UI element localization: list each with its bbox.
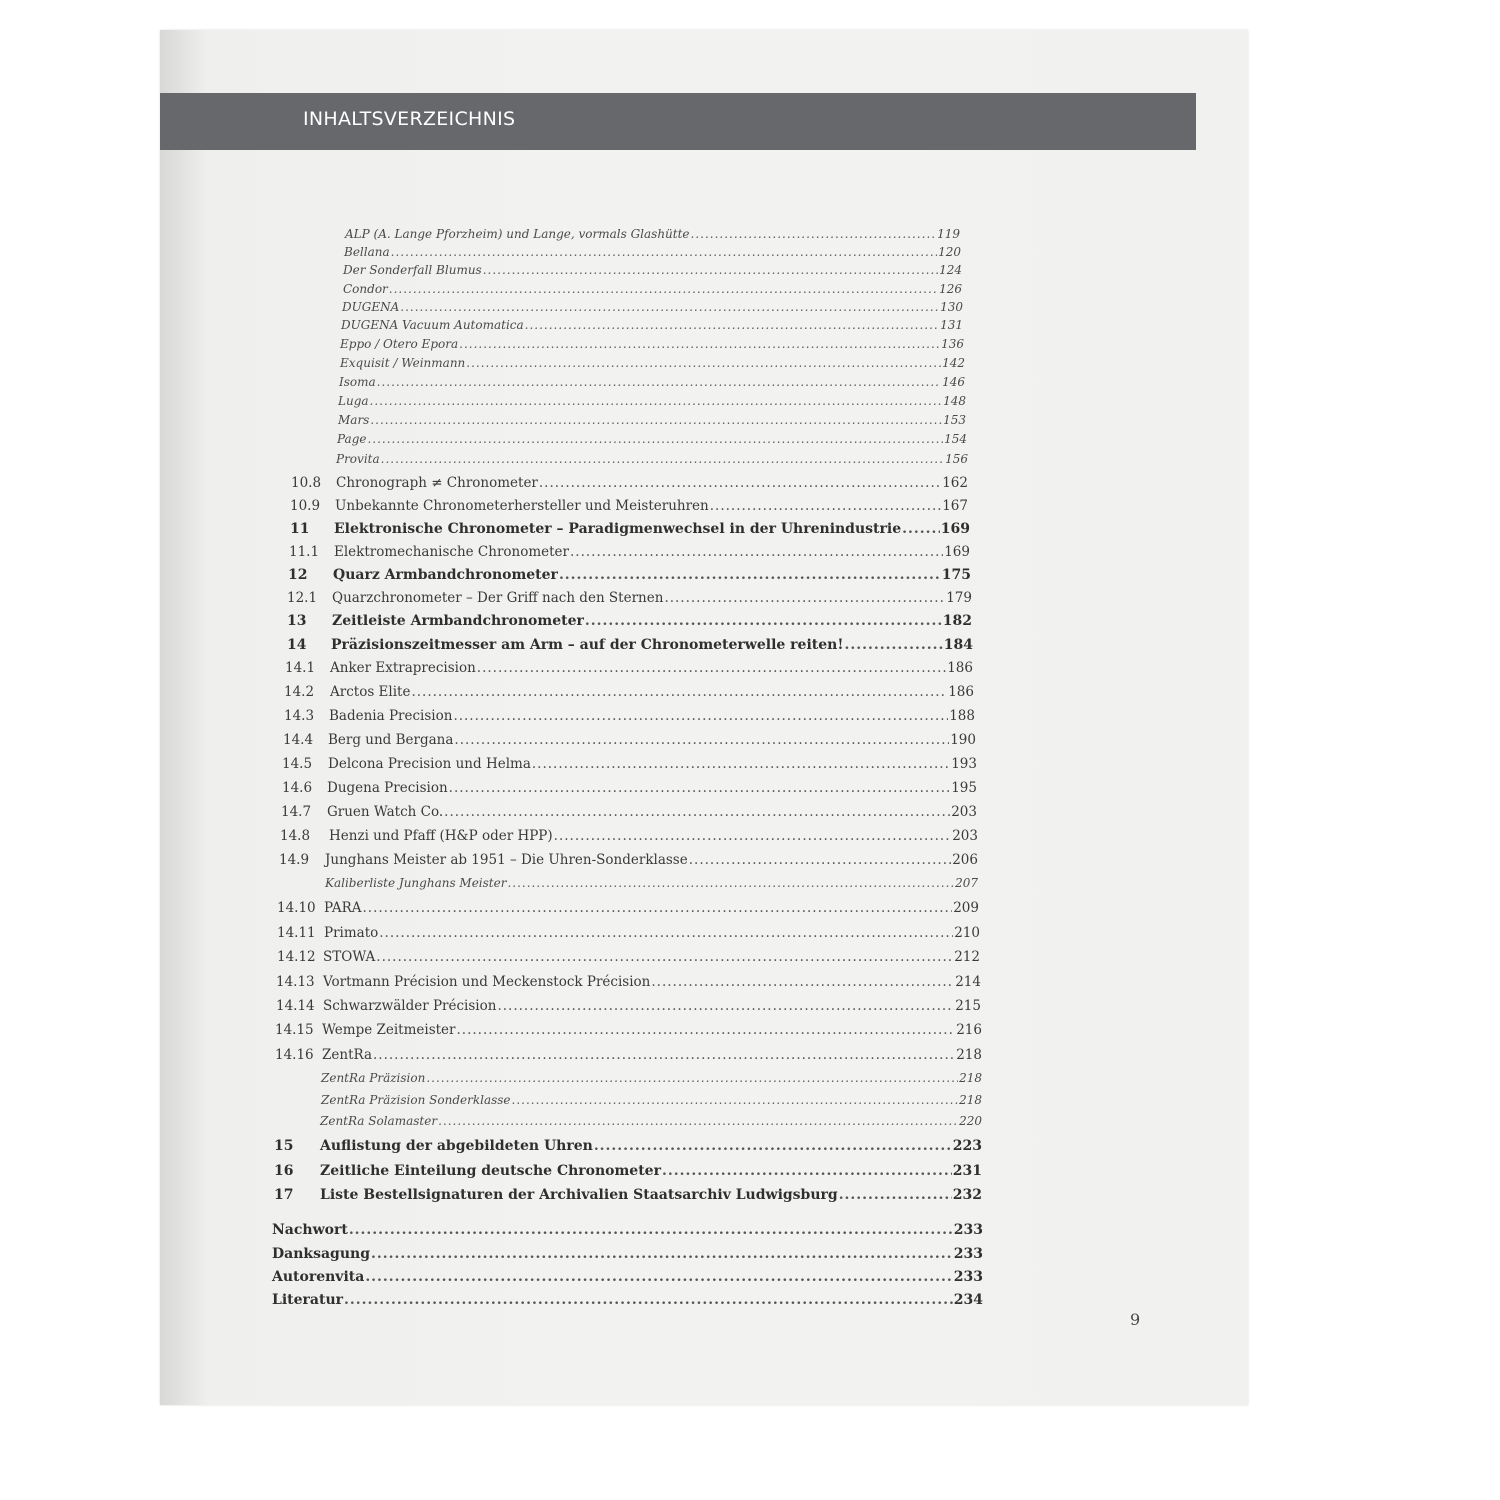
toc-entry-number: 14.11: [277, 925, 316, 941]
page-title: INHALTSVERZEICHNIS: [303, 108, 516, 130]
toc-entry-title: Gruen Watch Co.: [327, 804, 444, 820]
toc-leader-dots: [454, 732, 949, 748]
toc-subentry: [337, 432, 967, 446]
toc-entry-number: 17: [274, 1187, 294, 1203]
toc-entry-number: 14.13: [276, 974, 315, 990]
toc-leader-dots: [370, 413, 942, 427]
toc-entry-page: 223: [952, 1138, 982, 1154]
toc-entry-14: [287, 637, 973, 653]
toc-entry-page: 215: [955, 998, 981, 1014]
toc-entry-title: Delcona Precision und Helma: [328, 756, 531, 772]
toc-entry-page: 210: [954, 925, 980, 941]
toc-leader-dots: [459, 337, 940, 351]
toc-entry-number: 13: [287, 613, 307, 629]
toc-leader-dots: [594, 1138, 952, 1154]
toc-entry-number: 14.6: [282, 780, 313, 796]
toc-entry-14-4: [283, 732, 976, 748]
toc-entry-page: 212: [954, 949, 980, 965]
toc-entry-page: 203: [951, 804, 977, 820]
toc-entry-14-12: [277, 949, 980, 965]
toc-leader-dots: [438, 1114, 958, 1128]
toc-entry-title: ZentRa: [322, 1047, 373, 1063]
toc-leader-dots: [662, 1163, 952, 1179]
toc-entry-title: Präzisionszeitmesser am Arm – auf der Chronometerwelle reiten!: [331, 637, 844, 653]
toc-entry-title: Eppo / Otero Epora: [340, 337, 459, 351]
toc-entry-number: 11: [290, 521, 310, 537]
toc-leader-dots: [689, 852, 951, 868]
toc-entry-title: ZentRa Präzision Sonderklasse: [321, 1093, 511, 1107]
toc-entry-page: 182: [942, 613, 972, 629]
toc-entry-title: Arctos Elite: [330, 684, 411, 700]
toc-subentry: [272, 1246, 983, 1262]
toc-entry-title: STOWA: [323, 949, 376, 965]
toc-entry-page: 179: [946, 590, 972, 606]
toc-entry-title: DUGENA: [342, 300, 400, 314]
toc-entry-number: 14.3: [284, 708, 315, 724]
toc-entry-title: Anker Extraprecision: [330, 660, 476, 676]
toc-entry-page: 184: [943, 637, 973, 653]
toc-entry-page: 186: [948, 684, 974, 700]
toc-leader-dots: [377, 375, 941, 389]
toc-entry-title: Luga: [338, 394, 369, 408]
toc-entry-13: [287, 613, 972, 629]
toc-subentry: [345, 227, 960, 241]
toc-entry-title: Liste Bestellsignaturen der Archivalien Staatsarchiv Ludwigsburg: [320, 1187, 838, 1203]
toc-entry-page: 206: [952, 852, 978, 868]
toc-subentry: [325, 876, 978, 890]
toc-entry-page: 231: [952, 1163, 982, 1179]
toc-entry-number: 16: [274, 1163, 294, 1179]
toc-entry-number: 10.8: [291, 475, 322, 491]
toc-entry-page: 193: [951, 756, 977, 772]
toc-entry-number: 14.14: [276, 998, 315, 1014]
toc-entry-page: 175: [941, 567, 971, 583]
toc-entry-page: 233: [953, 1269, 983, 1285]
toc-entry-title: Unbekannte Chronometerhersteller und Meisteruhren: [335, 498, 709, 514]
toc-leader-dots: [411, 684, 947, 700]
toc-entry-12: [288, 567, 971, 583]
toc-entry-page: 124: [939, 263, 962, 277]
toc-leader-dots: [363, 900, 953, 916]
toc-entry-11: [290, 521, 970, 537]
toc-entry-number: 14.12: [277, 949, 316, 965]
toc-leader-dots: [365, 1269, 952, 1285]
toc-entry-title: Badenia Precision: [329, 708, 453, 724]
toc-entry-title: Henzi und Pfaff (H&P oder HPP): [329, 828, 553, 844]
toc-subentry: [320, 1114, 982, 1128]
toc-subentry: [341, 318, 963, 332]
toc-entry-10-8: [291, 475, 968, 491]
toc-leader-dots: [449, 780, 951, 796]
toc-leader-dots: [585, 613, 942, 629]
toc-leader-dots: [532, 756, 950, 772]
toc-entry-page: 156: [945, 452, 968, 466]
toc-entry-14-2: [284, 684, 974, 700]
toc-entry-number: 11.1: [289, 544, 320, 560]
toc-leader-dots: [391, 245, 937, 259]
toc-entry-number: 14.9: [279, 852, 310, 868]
toc-entry-14-9: [279, 852, 978, 868]
toc-entry-number: 14.16: [275, 1047, 314, 1063]
toc-entry-number: 12.1: [287, 590, 318, 606]
toc-subentry: [343, 282, 962, 296]
toc-entry-title: Elektronische Chronometer – Paradigmenwechsel in der Uhrenindustrie: [334, 521, 902, 537]
toc-entry-title: Schwarzwälder Précision: [323, 998, 497, 1014]
toc-leader-dots: [497, 998, 954, 1014]
page-gutter-shadow: [160, 30, 208, 1405]
toc-entry-page: 142: [942, 356, 965, 370]
toc-leader-dots: [507, 876, 954, 890]
toc-leader-dots: [691, 227, 937, 241]
toc-entry-14-16: [275, 1047, 982, 1063]
toc-entry-page: 218: [959, 1071, 982, 1085]
toc-entry-page: 218: [956, 1047, 982, 1063]
toc-leader-dots: [570, 544, 943, 560]
toc-entry-page: 169: [944, 544, 970, 560]
toc-entry-14-10: [277, 900, 979, 916]
toc-entry-page: 214: [955, 974, 981, 990]
toc-entry-title: Wempe Zeitmeister: [322, 1022, 456, 1038]
toc-leader-dots: [554, 828, 952, 844]
toc-entry-title: Kaliberliste Junghans Meister: [325, 876, 507, 890]
toc-entry-page: 207: [955, 876, 978, 890]
toc-leader-dots: [839, 1187, 952, 1203]
toc-subentry: [338, 413, 966, 427]
toc-entry-page: 130: [940, 300, 963, 314]
toc-leader-dots: [477, 660, 946, 676]
toc-subentry: [344, 245, 961, 259]
toc-entry-title: Nachwort: [272, 1222, 348, 1238]
toc-entry-15: [274, 1138, 982, 1154]
toc-entry-title: Junghans Meister ab 1951 – Die Uhren-Sonderklasse: [325, 852, 688, 868]
toc-entry-title: ZentRa Präzision: [321, 1071, 426, 1085]
toc-entry-page: 131: [940, 318, 963, 332]
toc-entry-page: 188: [949, 708, 975, 724]
toc-entry-title: Der Sonderfall Blumus: [343, 263, 482, 277]
toc-leader-dots: [651, 974, 954, 990]
toc-entry-title: ZentRa Solamaster: [320, 1114, 438, 1128]
toc-entry-page: 232: [952, 1187, 982, 1203]
toc-entry-title: Page: [337, 432, 367, 446]
toc-leader-dots: [466, 356, 941, 370]
toc-entry-14-5: [282, 756, 977, 772]
toc-leader-dots: [426, 1071, 958, 1085]
toc-entry-number: 14.1: [285, 660, 316, 676]
toc-entry-title: Quarzchronometer – Der Griff nach den Sternen: [332, 590, 664, 606]
toc-entry-page: 154: [944, 432, 967, 446]
toc-entry-page: 195: [951, 780, 977, 796]
toc-leader-dots: [400, 300, 939, 314]
toc-subentry: [339, 375, 965, 389]
toc-entry-14-14: [276, 998, 981, 1014]
toc-entry-title: Danksagung: [272, 1246, 370, 1262]
toc-entry-title: Literatur: [272, 1292, 344, 1308]
toc-leader-dots: [457, 1022, 956, 1038]
toc-entry-number: 14.10: [277, 900, 316, 916]
toc-entry-title: Exquisit / Weinmann: [340, 356, 466, 370]
toc-entry-title: Isoma: [339, 375, 376, 389]
toc-entry-14-1: [285, 660, 973, 676]
toc-entry-number: 14.2: [284, 684, 315, 700]
toc-entry-page: 148: [943, 394, 966, 408]
toc-entry-14-13: [276, 974, 981, 990]
toc-entry-number: 14: [287, 637, 307, 653]
toc-subentry: [342, 300, 963, 314]
toc-entry-14-7: [281, 804, 977, 820]
toc-entry-number: 12: [288, 567, 308, 583]
toc-leader-dots: [453, 708, 948, 724]
toc-leader-dots: [371, 1246, 953, 1262]
toc-entry-16: [274, 1163, 982, 1179]
toc-entry-page: 169: [940, 521, 970, 537]
toc-leader-dots: [483, 263, 938, 277]
toc-entry-number: 14.8: [280, 828, 311, 844]
toc-entry-title: Quarz Armbandchronometer: [333, 567, 558, 583]
page-number: 9: [1130, 1310, 1141, 1329]
toc-entry-title: PARA: [324, 900, 362, 916]
toc-entry-title: Auflistung der abgebildeten Uhren: [320, 1138, 593, 1154]
toc-subentry: [272, 1269, 983, 1285]
toc-subentry: [338, 394, 966, 408]
toc-entry-page: 146: [942, 375, 965, 389]
toc-entry-title: Zeitliche Einteilung deutsche Chronometer: [320, 1163, 661, 1179]
toc-entry-14-11: [277, 925, 980, 941]
toc-entry-title: Berg und Bergana: [328, 732, 454, 748]
toc-entry-page: 190: [950, 732, 976, 748]
toc-entry-page: 162: [942, 475, 968, 491]
toc-entry-title: Condor: [343, 282, 388, 296]
toc-leader-dots: [559, 567, 941, 583]
toc-entry-title: Mars: [338, 413, 370, 427]
toc-entry-title: Elektromechanische Chronometer: [334, 544, 570, 560]
toc-entry-14-6: [282, 780, 977, 796]
toc-entry-title: Chronograph ≠ Chronometer: [336, 475, 538, 491]
toc-entry-title: Dugena Precision: [327, 780, 448, 796]
toc-subentry: [321, 1093, 982, 1107]
toc-entry-11-1: [289, 544, 970, 560]
toc-entry-17: [274, 1187, 982, 1203]
toc-leader-dots: [902, 521, 940, 537]
toc-leader-dots: [512, 1093, 959, 1107]
toc-entry-number: 10.9: [290, 498, 321, 514]
toc-entry-title: ALP (A. Lange Pforzheim) und Lange, vormals Glashütte: [345, 227, 690, 241]
toc-leader-dots: [664, 590, 945, 606]
toc-entry-page: 218: [959, 1093, 982, 1107]
toc-entry-14-8: [280, 828, 978, 844]
toc-leader-dots: [373, 1047, 955, 1063]
toc-leader-dots: [370, 394, 943, 408]
toc-entry-number: 14.7: [281, 804, 312, 820]
toc-entry-number: 15: [274, 1138, 294, 1154]
toc-subentry: [272, 1292, 983, 1308]
toc-entry-14-3: [284, 708, 975, 724]
toc-entry-page: 233: [953, 1246, 983, 1262]
toc-entry-page: 234: [953, 1292, 983, 1308]
toc-leader-dots: [367, 432, 943, 446]
toc-leader-dots: [379, 925, 953, 941]
toc-entry-title: Provita: [336, 452, 380, 466]
toc-entry-page: 153: [943, 413, 966, 427]
toc-entry-page: 120: [938, 245, 961, 259]
toc-entry-page: 186: [947, 660, 973, 676]
toc-entry-number: 14.5: [282, 756, 313, 772]
toc-entry-title: Vortmann Précision und Meckenstock Précision: [323, 974, 651, 990]
toc-entry-title: Bellana: [344, 245, 390, 259]
toc-subentry: [343, 263, 962, 277]
toc-entry-title: DUGENA Vacuum Automatica: [341, 318, 524, 332]
toc-subentry: [340, 337, 964, 351]
toc-entry-page: 220: [959, 1114, 982, 1128]
toc-leader-dots: [389, 282, 938, 296]
toc-leader-dots: [844, 637, 942, 653]
toc-entry-12-1: [287, 590, 972, 606]
toc-entry-number: 14.4: [283, 732, 314, 748]
toc-leader-dots: [349, 1222, 953, 1238]
toc-leader-dots: [376, 949, 953, 965]
toc-entry-page: 216: [956, 1022, 982, 1038]
toc-leader-dots: [444, 804, 950, 820]
toc-entry-page: 119: [937, 227, 960, 241]
toc-entry-page: 126: [939, 282, 962, 296]
toc-leader-dots: [525, 318, 939, 332]
toc-subentry: [336, 452, 968, 466]
toc-leader-dots: [539, 475, 941, 491]
toc-leader-dots: [710, 498, 941, 514]
toc-entry-14-15: [275, 1022, 982, 1038]
toc-subentry: [321, 1071, 982, 1085]
toc-leader-dots: [344, 1292, 953, 1308]
toc-entry-page: 209: [953, 900, 979, 916]
toc-entry-title: Autorenvita: [272, 1269, 365, 1285]
toc-entry-page: 136: [941, 337, 964, 351]
toc-entry-10-9: [290, 498, 968, 514]
toc-leader-dots: [381, 452, 944, 466]
toc-entry-title: Primato: [324, 925, 379, 941]
toc-entry-number: 14.15: [275, 1022, 314, 1038]
toc-entry-page: 167: [942, 498, 968, 514]
toc-subentry: [340, 356, 965, 370]
toc-entry-title: Zeitleiste Armbandchronometer: [332, 613, 584, 629]
toc-subentry: [272, 1222, 983, 1238]
toc-entry-page: 203: [952, 828, 978, 844]
toc-entry-page: 233: [953, 1222, 983, 1238]
